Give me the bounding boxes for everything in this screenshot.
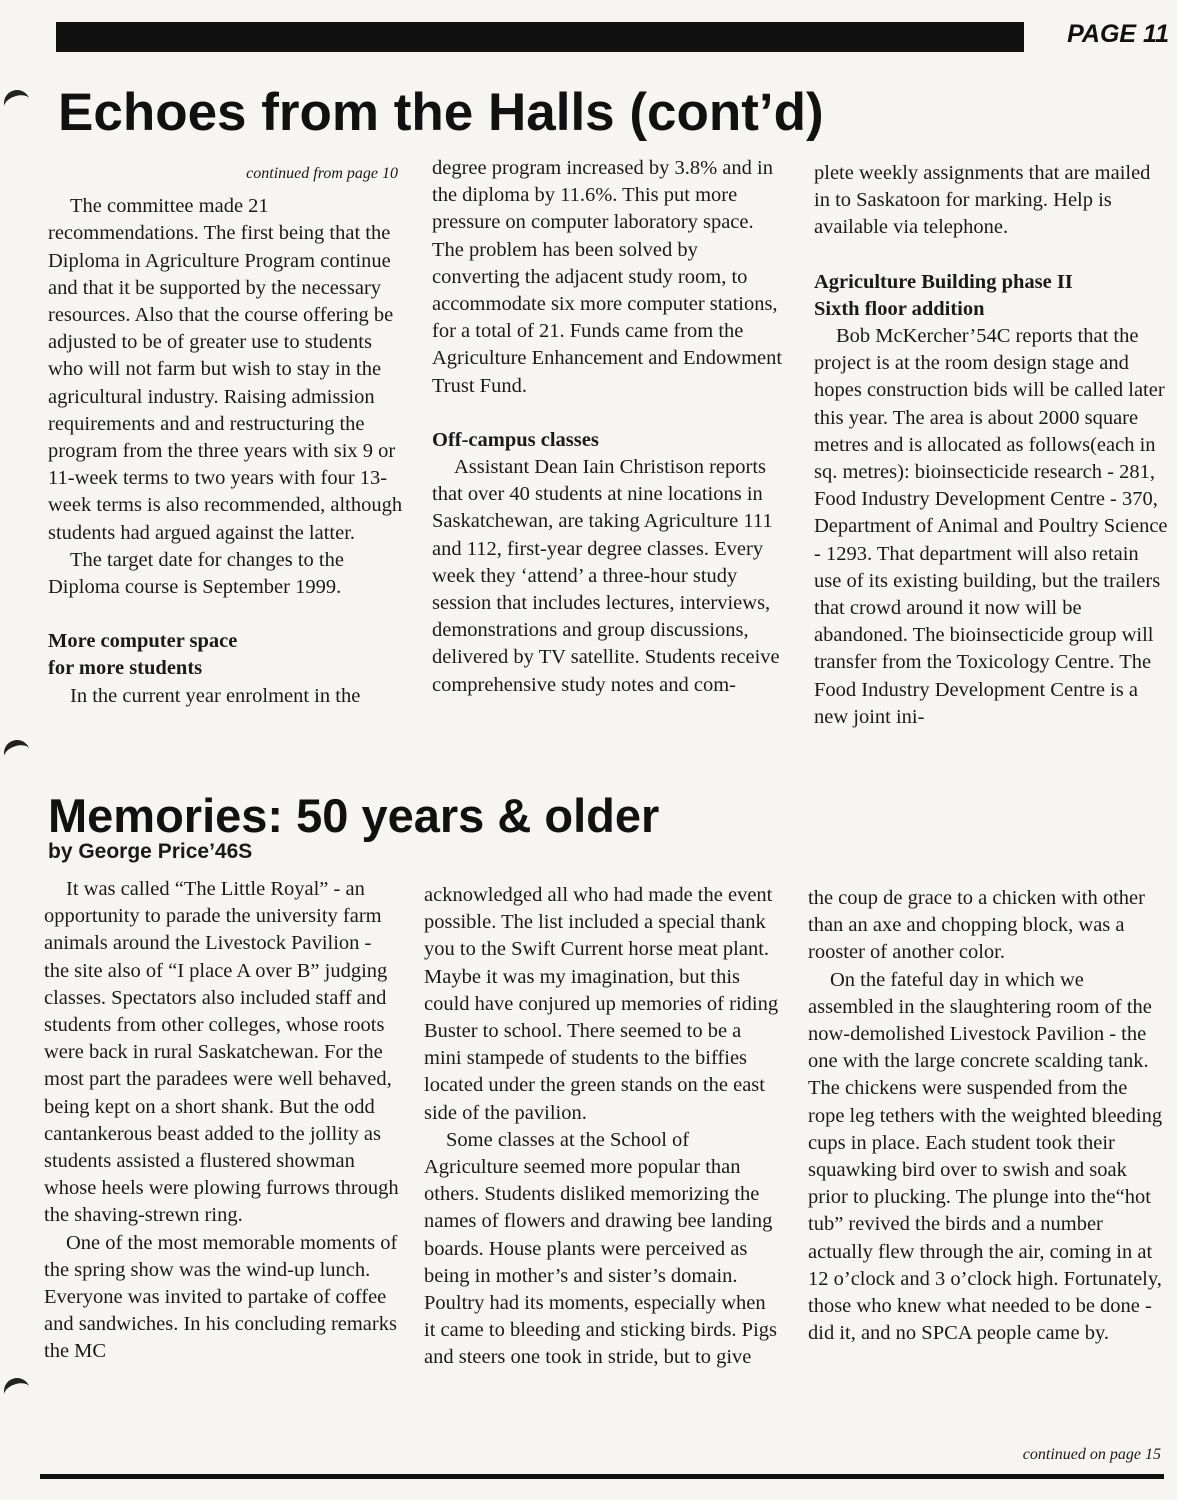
continued-on-note: continued on page 15 bbox=[1022, 1446, 1161, 1463]
header-bar bbox=[56, 22, 1024, 52]
subheading: Sixth floor addition bbox=[814, 297, 985, 320]
byline: by George Price’46S bbox=[48, 840, 253, 863]
paragraph: The committee made 21 recommendations. The first being that the Diploma in Agriculture Program continue and that it be supported by the necessary resources. Also that the course offering be adjusted to be of greater use to students who will not farm but wish to stay in the agricultural industry. Raising admission requirements and and restructuring the program from the three years with six 9 or 11-week terms to two years with four 13-week terms is also recommended, although students had argued against the latter. bbox=[48, 195, 403, 544]
article2-column-2 bbox=[424, 882, 780, 1372]
article-title-echoes: Echoes from the Halls (cont’d) bbox=[58, 83, 824, 142]
paragraph: One of the most memorable moments of the spring show was the wind-up lunch. Everyone was invited to partake of coffee and sandwiches. In his concluding remarks the MC bbox=[44, 1231, 398, 1363]
paragraph: acknowledged all who had made the event possible. The list included a special thank you to the Swift Current horse meat plant. Maybe it was my imagination, but this could have conjured up memories of riding Buster to school. There seemed to be a mini stampede of students to the biffies located under the green stands on the east side of the pavilion. bbox=[424, 884, 779, 1124]
continued-from-note: continued from page 10 bbox=[246, 165, 398, 182]
article1-column-2 bbox=[432, 155, 788, 699]
subheading: Off-campus classes bbox=[432, 428, 599, 451]
article2-column-3 bbox=[808, 885, 1164, 1347]
subheading: Agriculture Building phase II bbox=[814, 270, 1073, 293]
paragraph: On the fateful day in which we assembled in the slaughtering room of the now-demolished Livestock Pavilion - the one with the large concrete scalding tank. The chickens were suspended from the rope leg tethers with the weighted bleeding cups in place. Each student took their squawking bird over to swish and soak prior to plucking. The plunge into the“hot tub” revived the birds and a number actually flew through the air, coming in at 12 o’clock and 3 o’clock high. Fortunately, those who knew what needed to be done - did it, and no SPCA people came by. bbox=[808, 968, 1163, 1345]
article1-column-1 bbox=[48, 160, 404, 710]
binder-hole-mark bbox=[1, 737, 34, 770]
subheading: for more students bbox=[48, 657, 203, 680]
article2-column-1 bbox=[44, 876, 400, 1366]
paragraph: degree program increased by 3.8% and in the diploma by 11.6%. This put more pressure on computer laboratory space. The problem has been solved by converting the adjacent study room, to accommodate six more computer stations, for a total of 21. Funds came from the Agriculture Enhancement and Endowment Trust Fund. bbox=[432, 157, 783, 397]
binder-hole-mark bbox=[1, 1375, 34, 1408]
bottom-rule bbox=[40, 1474, 1164, 1479]
paragraph: Bob McKercher’54C reports that the project is at the room design stage and hopes construction bids will be called later this year. The area is about 2000 square metres and is allocated as follows(each in sq. metres): bioinsecticide research - 281, Food Industry Development Centre - 370, Department of Animal and Poultry Science - 1293. That department will also retain use of its existing building, but the trailers that crowd around it now will be abandoned. The bioinsecticide group will transfer from the Toxicology Centre. The Food Industry Development Centre is a new joint ini- bbox=[814, 325, 1168, 728]
subheading: More computer space bbox=[48, 630, 238, 653]
paragraph: In the current year enrolment in the bbox=[70, 684, 361, 707]
paragraph: The target date for changes to the Diploma course is September 1999. bbox=[48, 548, 344, 599]
article-title-memories: Memories: 50 years & older bbox=[48, 789, 660, 842]
paragraph: It was called “The Little Royal” - an opportunity to parade the university farm animals around the Livestock Pavilion - the site also of “I place A over B” judging classes. Spectators also included staff and students from other colleges, whose roots were back in rural Saskatchewan. For the most part the paradees were well behaved, being kept on a short shank. But the odd cantankerous beast added to the jollity as students assisted a flustered showman whose heels were plowing furrows through the shaving-strewn ring. bbox=[44, 878, 399, 1227]
paragraph: Assistant Dean Iain Christison reports that over 40 students at nine locations in Saskatchewan, are taking Agriculture 111 and 112, first-year degree classes. Every week they ‘attend’ a three-hour study session that includes lectures, interviews, demonstrations and group discussions, delivered by TV satellite. Students receive comprehensive study notes and com- bbox=[432, 456, 780, 696]
paragraph: the coup de grace to a chicken with other than an axe and chopping block, was a rooster of another color. bbox=[808, 887, 1145, 964]
page-number: PAGE 11 bbox=[1067, 20, 1169, 48]
article1-column-3 bbox=[814, 160, 1170, 731]
paragraph: Some classes at the School of Agriculture seemed more popular than others. Students disliked memorizing the names of flowers and drawing bee landing boards. House plants were perceived as being in mother’s and sister’s domain. Poultry had its moments, especially when it came to bleeding and sticking birds. Pigs and steers one took in stride, but to give bbox=[424, 1128, 778, 1369]
binder-hole-mark bbox=[1, 87, 34, 120]
paragraph: plete weekly assignments that are mailed in to Saskatoon for marking. Help is available via telephone. bbox=[814, 162, 1151, 239]
